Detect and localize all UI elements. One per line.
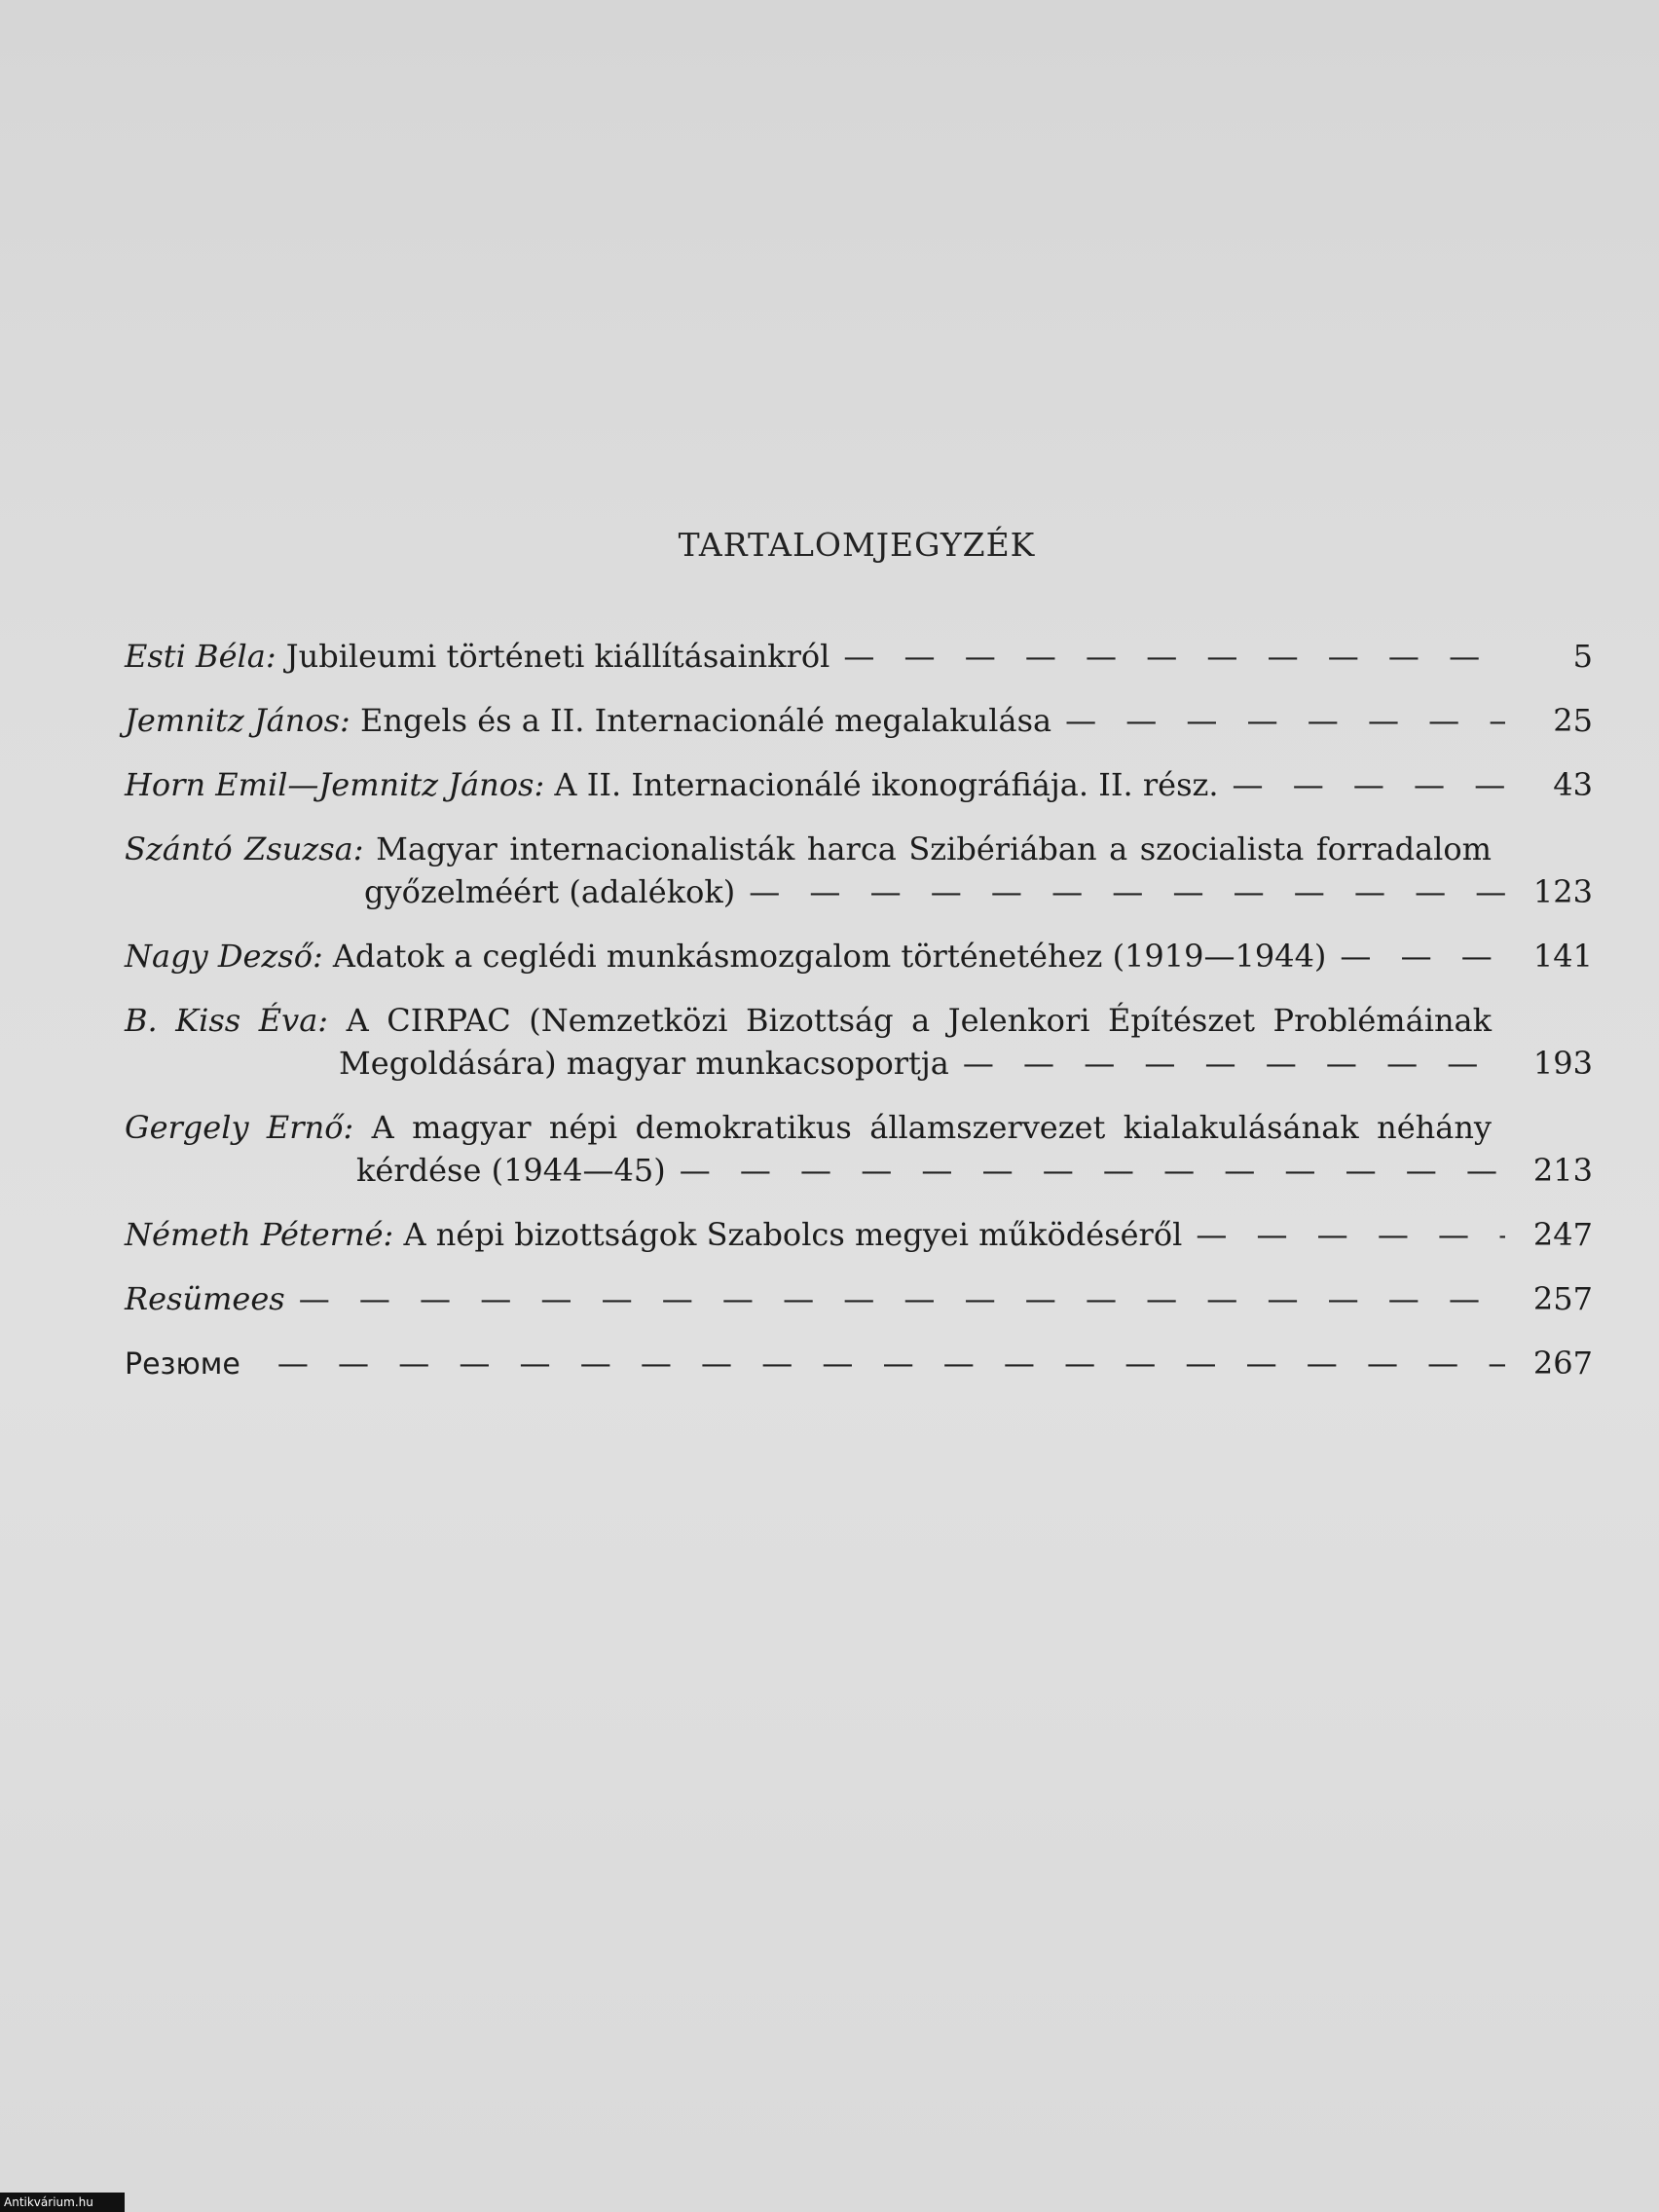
toc-entry-heading <box>125 935 1326 977</box>
toc-entry-heading <box>125 1213 1182 1256</box>
toc-title: A II. Internacionálé ikonográfiája. II. rész. <box>554 766 1219 803</box>
dash-leader <box>680 1149 1505 1192</box>
dash-leader <box>843 635 1505 678</box>
toc-page-number: 267 <box>1532 1345 1593 1382</box>
toc-author: Gergely Ernő: <box>125 1109 354 1146</box>
toc-title-continued: kérdése (1944—45) <box>356 1152 666 1189</box>
dash-leader <box>1233 763 1505 806</box>
toc-title: A magyar népi demokratikus államszervezet kialakulásának néhány <box>371 1109 1492 1146</box>
toc-title: Jubileumi történeti kiállításainkról <box>285 638 830 675</box>
dash-leader <box>299 1277 1505 1320</box>
toc-entry-heading <box>125 699 1051 742</box>
toc-author: Szántó Zsuzsa: <box>125 830 364 867</box>
toc-title: Engels és a II. Internacionálé megalakulása <box>360 702 1052 739</box>
page-title: TARTALOMJEGYZÉK <box>678 526 1036 564</box>
toc-entry <box>125 699 1593 742</box>
toc-entry-heading <box>125 635 830 678</box>
dash-leader <box>963 1042 1505 1085</box>
toc-title: A CIRPAC (Nemzetközi Bizottság a Jelenkori Építészet Problémáinak <box>346 1002 1493 1039</box>
toc-entry <box>125 1106 1593 1192</box>
toc-title: A népi bizottságok Szabolcs megyei működéséről <box>403 1216 1183 1253</box>
dash-leader <box>1340 935 1505 977</box>
toc-author: Esti Béla: <box>125 638 276 675</box>
toc-entry-heading <box>125 828 1492 870</box>
toc-page-number: 123 <box>1532 873 1593 910</box>
toc-entry <box>125 763 1593 806</box>
toc-author: Jemnitz János: <box>125 702 350 739</box>
toc-page-number: 43 <box>1553 766 1593 803</box>
toc-page-number: 257 <box>1532 1280 1593 1317</box>
toc-author: Nagy Dezső: <box>125 938 323 975</box>
toc-entry <box>125 828 1593 913</box>
dash-leader <box>1196 1213 1505 1256</box>
toc-entry <box>125 1342 1593 1384</box>
toc-page-number: 25 <box>1553 702 1593 739</box>
toc-entry-heading <box>125 763 1219 806</box>
toc-entry <box>125 1213 1593 1256</box>
toc-title: Magyar internacionalisták harca Szibériában a szocialista forradalom <box>376 830 1493 867</box>
toc-title-continued: győzelméért (adalékok) <box>364 873 736 910</box>
toc-author: Németh Péterné: <box>125 1216 394 1253</box>
toc-page-number: 247 <box>1532 1216 1593 1253</box>
toc-author: Horn Emil—Jemnitz János: <box>125 766 545 803</box>
toc-entry <box>125 635 1593 678</box>
dash-leader <box>749 870 1505 913</box>
toc-author: Resümees <box>125 1280 285 1317</box>
toc-title-continued: Megoldására) magyar munkacsoportja <box>339 1045 949 1082</box>
toc-entry-heading <box>125 999 1492 1042</box>
toc-entry <box>125 935 1593 977</box>
toc-title: Adatok a ceglédi munkásmozgalom történetéhez (1919—1944) <box>332 938 1327 975</box>
toc-page-number: 141 <box>1532 938 1593 975</box>
dash-leader <box>1065 699 1505 742</box>
toc-page-number: 213 <box>1532 1152 1593 1189</box>
table-of-contents <box>125 635 1593 1406</box>
watermark: Antikvárium.hu <box>0 2193 125 2212</box>
toc-author: B. Kiss Éva: <box>125 1002 329 1039</box>
toc-entry-heading <box>125 1106 1492 1149</box>
toc-entry <box>125 1277 1593 1320</box>
dash-leader <box>277 1342 1505 1384</box>
toc-title: Резюме <box>125 1347 240 1382</box>
toc-entry <box>125 999 1593 1085</box>
toc-page-number: 193 <box>1532 1045 1593 1082</box>
toc-page-number: 5 <box>1572 638 1593 675</box>
